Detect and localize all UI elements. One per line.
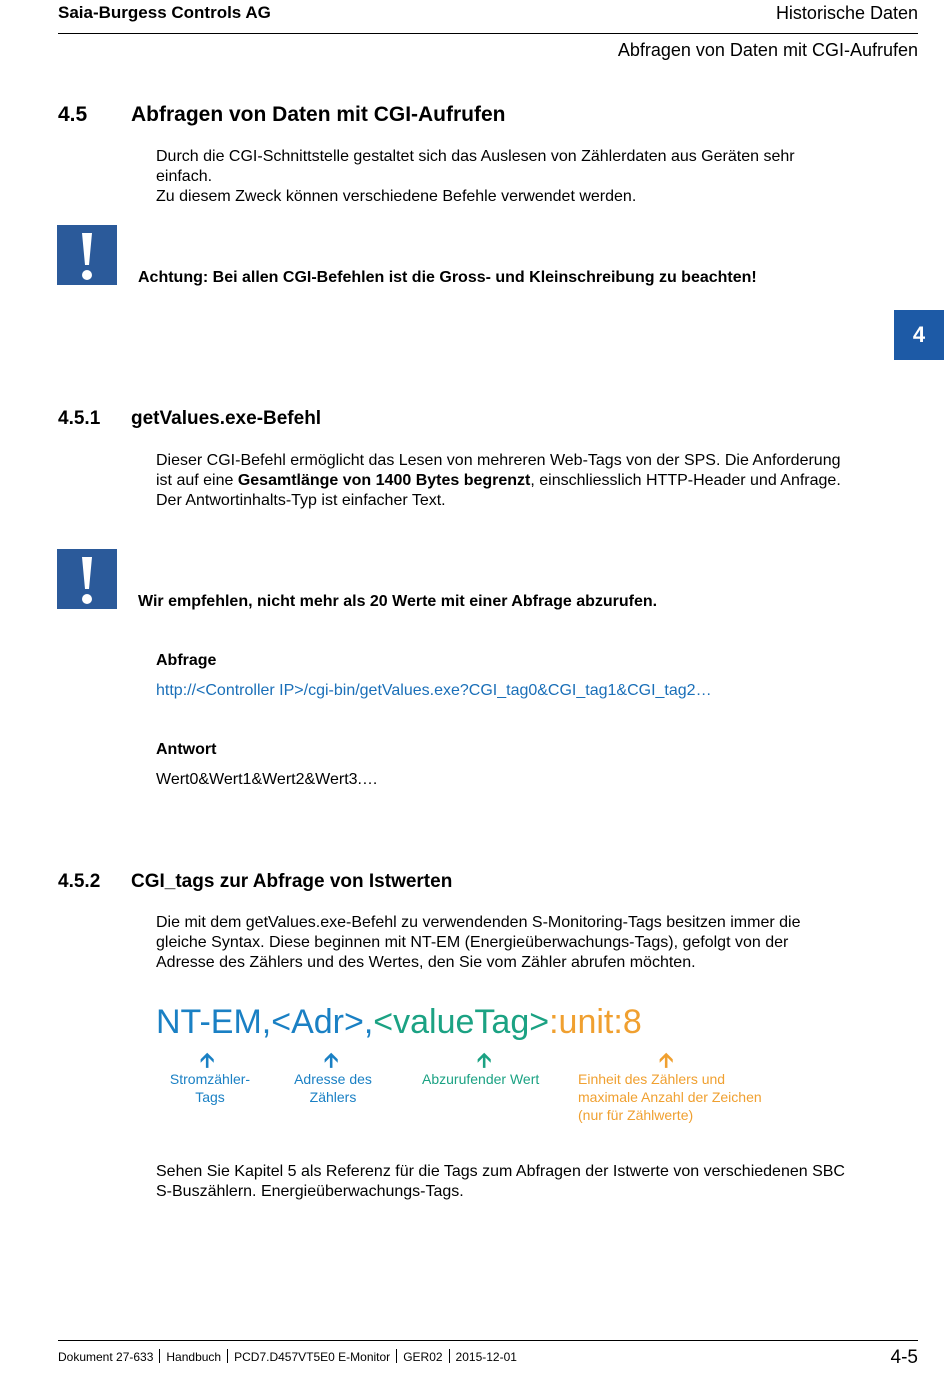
footer-separator	[396, 1349, 397, 1363]
footer-document: Dokument 27-633	[58, 1350, 154, 1364]
request-label: Abfrage	[156, 652, 217, 669]
warning-text: Wir empfehlen, nicht mehr als 20 Werte mit einer Abfrage abzurufen.	[138, 593, 658, 610]
footer-info	[58, 1349, 517, 1364]
header-chapter: Historische Daten	[775, 3, 918, 23]
footer-divider	[58, 1340, 918, 1341]
arrow-up-icon: 🡩	[324, 1050, 339, 1072]
footer-separator	[449, 1349, 450, 1363]
footer-separator	[159, 1349, 160, 1363]
syntax-unit: :unit:8	[549, 1003, 642, 1041]
paragraph: Zu diesem Zweck können verschiedene Befehle verwendet werden.	[156, 188, 637, 205]
header-divider	[58, 33, 918, 34]
section-number: 4.5	[58, 103, 88, 126]
tag-syntax	[156, 1003, 642, 1042]
section-4-5-2-reference	[156, 1162, 846, 1202]
paragraph-text: , einschliesslich HTTP-Header und Anfrage.	[530, 472, 841, 489]
footer-language: GER02	[403, 1350, 443, 1364]
footer-product: PCD7.D457VT5E0 E-Monitor	[234, 1350, 391, 1364]
annotation-unit: Einheit des Zählers und maximale Anzahl der Zeichen (nur für Zählwerte)	[578, 1071, 762, 1123]
syntax-prefix: NT-EM,	[156, 1003, 272, 1041]
section-number: 4.5.1	[58, 408, 101, 429]
syntax-address: <Adr>,	[271, 1003, 374, 1041]
section-4-5-2-heading	[58, 871, 658, 895]
response-label: Antwort	[156, 741, 217, 758]
response-value: Wert0&Wert1&Wert2&Wert3.…	[156, 771, 378, 788]
section-4-5-1-intro	[156, 451, 846, 511]
section-title: CGI_tags zur Abfrage von Istwerten	[131, 871, 453, 892]
section-title: getValues.exe-Befehl	[131, 408, 322, 429]
warning-icon	[57, 549, 117, 609]
section-4-5-2-intro	[156, 913, 846, 973]
section-4-5-heading	[58, 103, 658, 129]
arrow-up-icon: 🡩	[659, 1050, 674, 1072]
paragraph: Durch die CGI-Schnittstelle gestaltet sich das Auslesen von Zählerdaten aus Geräten sehr einfach.	[156, 148, 795, 185]
syntax-value-tag: <valueTag>	[373, 1003, 550, 1041]
section-4-5-1-heading	[58, 408, 658, 432]
chapter-tab: 4	[894, 310, 944, 360]
warning-text: Achtung: Bei allen CGI-Befehlen ist die Gross- und Kleinschreibung zu beachten!	[138, 269, 757, 286]
annotation-address: Adresse des Zählers	[294, 1071, 372, 1105]
arrow-up-icon: 🡩	[200, 1050, 215, 1072]
footer-separator	[227, 1349, 228, 1363]
arrow-up-icon: 🡩	[477, 1050, 492, 1072]
header-company: Saia-Burgess Controls AG	[58, 3, 271, 22]
paragraph: Der Antwortinhalts-Typ ist einfacher Text.	[156, 492, 446, 509]
footer-date: 2015-12-01	[455, 1350, 517, 1364]
paragraph-emphasis: Gesamtlänge von 1400 Bytes begrenzt	[237, 472, 531, 489]
header-section: Abfragen von Daten mit CGI-Aufrufen	[617, 40, 918, 60]
footer-page-number: 4-5	[890, 1347, 918, 1368]
paragraph	[156, 451, 846, 491]
paragraph: Sehen Sie Kapitel 5 als Referenz für die Tags zum Abfragen der Istwerte von verschiedenen SBC S-Buszählern. Energieüberwachungs-Tags.	[156, 1163, 845, 1200]
request-url-link[interactable]: http://<Controller IP>/cgi-bin/getValues.exe?CGI_tag0&CGI_tag1&CGI_tag2…	[156, 682, 712, 699]
section-title: Abfragen von Daten mit CGI-Aufrufen	[131, 103, 506, 126]
annotation-tags: Stromzähler-Tags	[169, 1071, 251, 1105]
footer-type: Handbuch	[166, 1350, 222, 1364]
section-number: 4.5.2	[58, 871, 101, 892]
paragraph: Die mit dem getValues.exe-Befehl zu verwendenden S-Monitoring-Tags besitzen immer die gleiche Syntax. Diese beginnen mit NT-EM (Energieüberwachungs-Tags), gefolgt von der Adresse des Zählers und des Wertes, den Sie vom Zähler abrufen möchten.	[156, 914, 801, 971]
section-4-5-intro	[156, 147, 846, 207]
paragraph-text: Dieser CGI-Befehl ermöglicht das Lesen von mehreren Web-Tags von der SPS. Die Anforderung ist auf eine	[156, 452, 841, 489]
warning-icon	[57, 225, 117, 285]
annotation-value: Abzurufender Wert	[422, 1071, 540, 1087]
